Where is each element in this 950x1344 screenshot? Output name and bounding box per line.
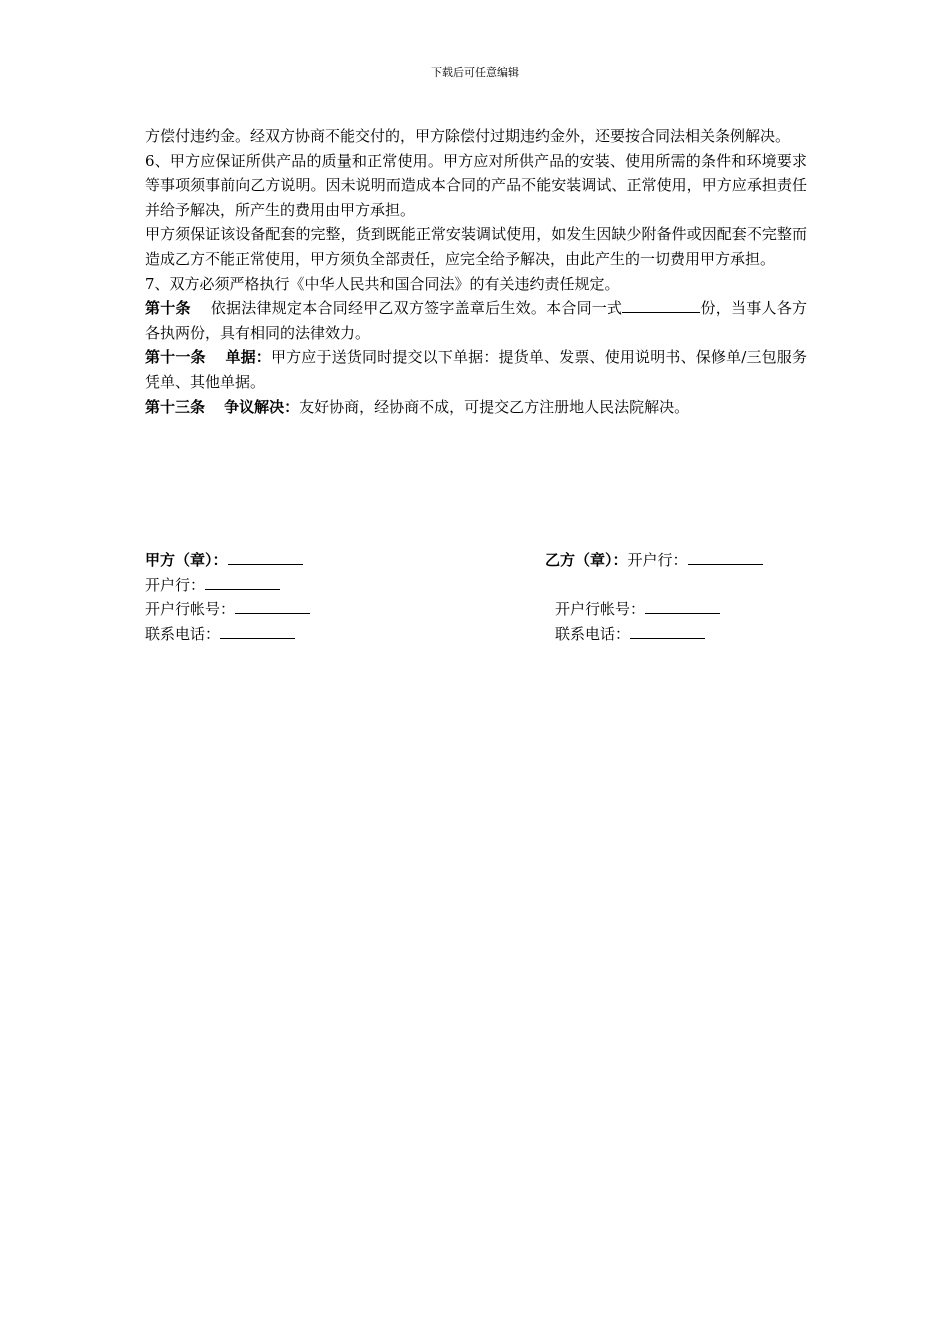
party-a-label: 甲方（章）：	[145, 551, 228, 569]
party-b-bank-blank[interactable]	[688, 549, 763, 565]
party-b-account-line	[545, 597, 763, 622]
article-10-text-after: 份，当事人各方各执两份，具有相同的法律效力。	[145, 299, 807, 342]
party-a-bank-blank[interactable]	[205, 574, 280, 590]
party-a-signature	[145, 548, 310, 646]
party-b-account-blank[interactable]	[645, 598, 720, 614]
party-a-account-blank[interactable]	[235, 598, 310, 614]
article-11-text: 甲方应于送货同时提交以下单据：提货单、发票、使用说明书、保修单/三包服务凭单、其他单据。	[145, 348, 807, 391]
paragraph-equipment-completeness: 甲方须保证该设备配套的完整，货到既能正常安装调试使用，如发生因缺少附备件或因配套不完整而造成乙方不能正常使用，甲方须负全部责任，应完全给予解决，由此产生的一切费用甲方承担。	[145, 225, 807, 268]
party-a-seal-line	[145, 548, 310, 573]
article-13-subheading: 争议解决：	[224, 397, 300, 416]
party-a-phone-label: 联系电话：	[145, 624, 221, 643]
article-10	[145, 296, 807, 345]
party-b-spacer-line	[545, 573, 763, 598]
article-11	[145, 345, 807, 394]
party-b-phone-blank[interactable]	[630, 623, 705, 639]
article-10-heading: 第十条	[145, 299, 191, 318]
party-a-phone-line	[145, 622, 310, 647]
party-a-bank-label: 开户行：	[145, 575, 206, 594]
article-10-text-before: 依据法律规定本合同经甲乙双方签字盖章后生效。本合同一式	[210, 299, 623, 318]
article-13-heading: 第十三条	[145, 397, 206, 416]
party-b-bank-label-inline: 开户行：	[627, 551, 688, 569]
copies-blank[interactable]	[622, 297, 700, 313]
paragraph-item-6: 6、甲方应保证所供产品的质量和正常使用。甲方应对所供产品的安装、使用所需的条件和环境要求等事项须事前向乙方说明。因未说明而造成本合同的产品不能安装调试、正常使用，甲方应承担责任并给予解决，所产生的费用由甲方承担。	[145, 151, 807, 219]
paragraph-item-7: 7、双方必须严格执行《中华人民共和国合同法》的有关违约责任规定。	[145, 274, 620, 293]
article-11-heading: 第十一条	[145, 348, 206, 367]
party-a-phone-blank[interactable]	[220, 623, 295, 639]
party-b-seal-line	[545, 548, 763, 573]
paragraph-penalty: 方偿付违约金。经双方协商不能交付的，甲方除偿付过期违约金外，还要按合同法相关条例解决。	[145, 127, 791, 145]
article-11-subheading: 单据：	[225, 348, 271, 367]
page-header: 下载后可任意编辑	[431, 66, 519, 79]
party-b-phone-line	[545, 622, 763, 647]
party-b-phone-label: 联系电话：	[555, 624, 631, 643]
article-13	[145, 395, 807, 420]
party-a-seal-blank[interactable]	[228, 549, 303, 565]
party-b-label: 乙方（章）：	[545, 551, 628, 569]
party-a-bank-line	[145, 573, 310, 598]
article-13-text: 友好协商，经协商不成，可提交乙方注册地人民法院解决。	[299, 397, 690, 416]
party-a-account-label: 开户行帐号：	[145, 600, 236, 619]
contract-body	[145, 124, 807, 419]
party-b-account-label: 开户行帐号：	[555, 600, 646, 619]
party-a-account-line	[145, 597, 310, 622]
party-b-signature	[545, 548, 763, 646]
